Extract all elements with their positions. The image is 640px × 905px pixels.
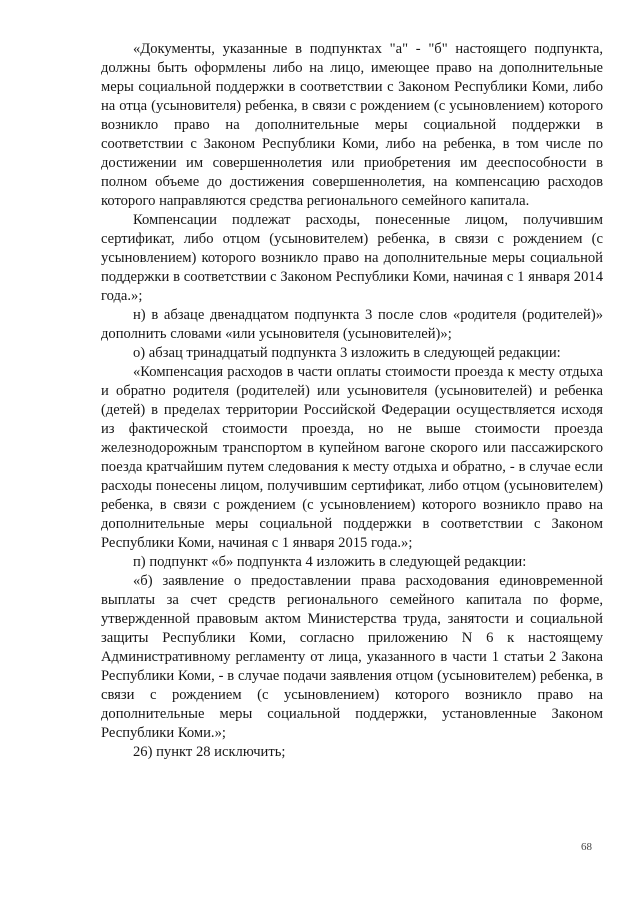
- paragraph-subitem-p: п) подпункт «б» подпункта 4 изложить в следующей редакции:: [133, 554, 527, 570]
- page-number: 68: [581, 841, 592, 853]
- document-body: [101, 40, 603, 762]
- paragraph-compensation-2014: Компенсации подлежат расходы, понесенные лицом, получившим сертификат, либо отцом (усыновителем) ребенка, в связи с рождением (с усыновлением) которого возникло право на дополнительные меры социальной поддержки в соответствии с Законом Республики Коми, начиная с 1 января 2014 года.»;: [101, 212, 603, 304]
- paragraph-subitem-o: о) абзац тринадцатый подпункта 3 изложить в следующей редакции:: [133, 345, 561, 361]
- paragraph-documents-owner: «Документы, указанные в подпунктах "а" - "б" настоящего подпункта, должны быть оформлены либо на лицо, имеющее право на дополнительные меры социальной поддержки в соответствии с Законом Республики Коми, либо на отца (усыновителя) ребенка, в связи с рождением (с усыновлением) которого возникло право на дополнительные меры социальной поддержки в соответствии с Законом Республики Коми, либо на ребенка, в том числе по достижении им совершеннолетия или приобретения им дееспособности в полном объеме до достижения совершеннолетия, на компенсацию расходов которого направляются средства регионального семейного капитала.: [101, 41, 603, 209]
- paragraph-travel-compensation: «Компенсация расходов в части оплаты стоимости проезда к месту отдыха и обратно родителя (родителей) или усыновителя (усыновителей) и ребенка (детей) в пределах территории Российской Федерации осуществляется исходя из фактической стоимости проезда, но не выше стоимости проезда железнодорожным транспортом в купейном вагоне скорого или пассажирского поезда кратчайшим путем следования к месту отдыха и обратно, - в случае если расходы понесены лицом, получившим сертификат, либо отцом (усыновителем) ребенка, в связи с рождением (с усыновлением) которого возникло право на дополнительные меры социальной поддержки в соответствии с Законом Республики Коми, начиная с 1 января 2015 года.»;: [101, 364, 603, 551]
- paragraph-item-26: 26) пункт 28 исключить;: [133, 744, 286, 760]
- paragraph-subitem-n: н) в абзаце двенадцатом подпункта 3 после слов «родителя (родителей)» дополнить словами «или усыновителя (усыновителей)»;: [101, 307, 603, 342]
- paragraph-application-b: «б) заявление о предоставлении права расходования единовременной выплаты за счет средств регионального семейного капитала по форме, утвержденной правовым актом Министерства труда, занятости и социальной защиты Республики Коми, согласно приложению N 6 к настоящему Административному регламенту от лица, указанного в части 1 статьи 2 Закона Республики Коми, - в случае подачи заявления отцом (усыновителем) ребенка, в связи с рождением (с усыновлением) которого возникло право на дополнительные меры социальной поддержки, установленные Законом Республики Коми.»;: [101, 573, 603, 741]
